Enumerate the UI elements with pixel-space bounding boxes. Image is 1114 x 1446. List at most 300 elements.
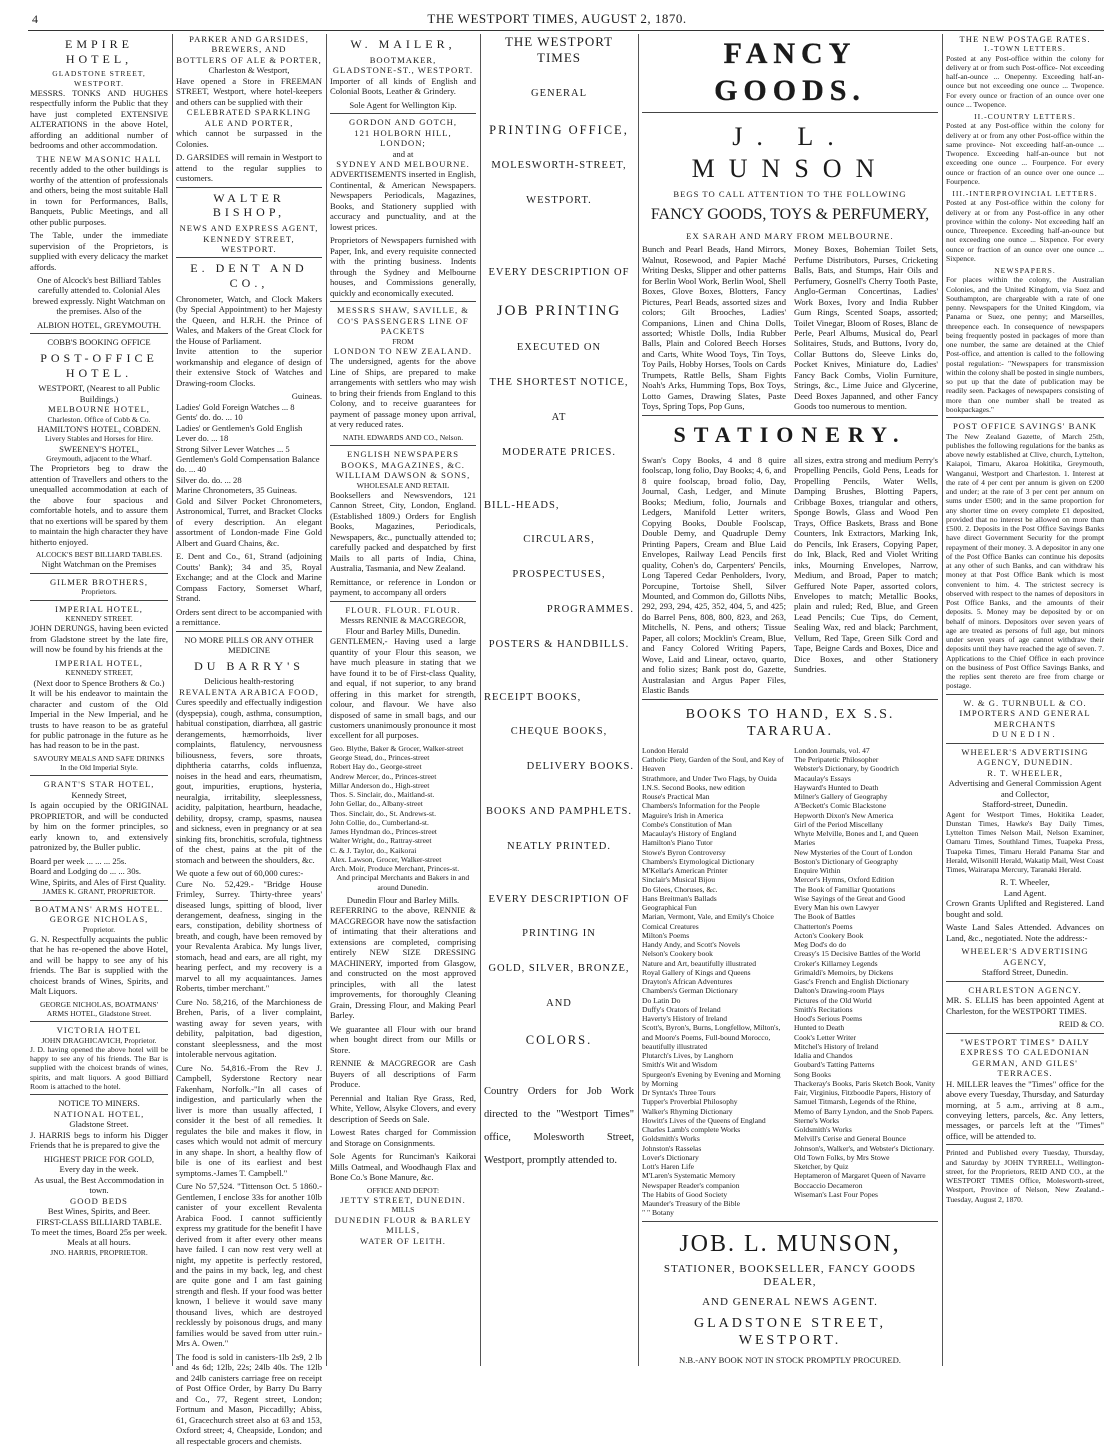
cure-3: Cure No. 54,816.-From the Rev J. Campbell, Syderstone Rectory near Fakenham, Norfolk.-"In all cases of indigestion, and particularly when the liver is more than usually affected, I consider it the best of all remedies. It regulates the bile and makes it flow, in cases which would not admit of mercury in any shape. In short, a healthy flow of bile is one of its earliest and best symptoms.-James T. Campbell." [176,1062,322,1178]
importers: IMPORTERS AND GENERAL [959,708,1091,719]
job-munson-heading: JOB. L. MUNSON, [679,1230,901,1257]
boatmans-arms: BOATMANS' ARMS HOTEL. [34,903,164,914]
dent-body: Chronometer, Watch, and Clock Makers (by Special Appointment) to her Majesty the Queen, and H.R.H. the Prince of Wales, and Makers of the Great Clock for the House of Parliament. [176,293,322,346]
programmes: PROGRAMMES. [546,604,634,616]
moderate-prices: MODERATE PRICES. [501,446,616,458]
national-street: Gladstone Street. [69,1119,129,1130]
sweeney-hotel: SWEENEY'S HOTEL, [59,443,139,454]
dunedin: DUNEDIN. [992,729,1058,740]
book-title: Girl of the Period Miscellany [794,819,883,829]
column-3 [330,34,476,1366]
book-title: Song Books [794,1069,831,1079]
book-title: Heptameron of Margaret Queen of Navarre [794,1171,926,1181]
imperial-body: It will be his endeavor to maintain the character and custom of the Old Imperial in the New Imperial, and he trusts to have reason to be as grateful for public patronage in the future as he has had reason to be in the past. [30,688,168,751]
book-title: Webster's Dictionary, by Goodrich [794,764,899,774]
price-line: Gentlemen's Gold Compensation Balance do. ... 40 [176,454,320,475]
divider [642,415,938,416]
cheque-books: CHEQUE BOOKS, [510,726,608,738]
du-barry-heading: DU BARRY'S [194,658,304,673]
grocer-line: Geo. Blythe, Baker & Grocer, Walker-street [330,743,464,753]
divider [642,1221,938,1222]
mailer-street: GLADSTONE-ST., WESTPORT. [332,65,474,76]
divider [30,600,168,601]
empire-address: GLADSTONE STREET, WESTPORT. [52,69,146,88]
wellington-kip: Sole Agent for Wellington Kip. [349,99,457,110]
book-title: London Herald [642,745,689,755]
book-title: Sketcher, by Quiz [794,1162,849,1172]
gladstone-street: GLADSTONE STREET, WESTPORT. [693,1316,887,1349]
book-title: The Habits of Good Society [642,1189,728,1199]
crown-grants: Crown Grants Uplifted and Registered. Land bought and sold. [946,898,1104,919]
empire-hotel-heading: EMPIRE HOTEL, [64,37,133,66]
book-title: Marian, Vermont, Vale, and Emily's Choice [642,912,774,922]
masonic-hall-heading: THE NEW MASONIC HALL [36,153,162,164]
masonic-body: recently added to the other buildings is worthy of the attention of professionals and others, being the most suitable Hall in town for Performances, Balls, Banquets, Public Meetings, and all other public purposes. [30,164,168,227]
highest-price: HIGHEST PRICE FOR GOLD, [43,1153,155,1164]
guineas-label: Guineas. [291,391,322,402]
book-title: Hamilton's Piano Tutor [642,838,713,848]
walter-bishop-heading: WALTER BISHOP, [212,190,286,220]
book-title: Stowe's Byron Controversy [642,847,726,857]
receipt-books: RECEIPT BOOKS, [484,691,582,703]
books-list-left [642,746,786,1218]
and-label: AND [546,998,572,1009]
at-label: AT [551,412,567,424]
grocer-line: James Hyndman do., Princes-street [330,827,437,837]
book-title: I.N.S. Second Books, new edition [642,782,745,792]
divider [30,1094,168,1095]
column-6 [946,34,1104,1366]
book-title: Nature and Art, beautifully illustrated [642,958,757,968]
postage-rates-heading: THE NEW POSTAGE RATES. [959,34,1091,44]
column-1 [30,34,168,1366]
price-line: Gents' do. do. ... 10 [176,412,243,423]
book-title: Do Latin Do [642,995,681,1005]
stationery-left: Swan's Copy Books, 4 and 8 quire foolscap, long folio, Day Books; 4, 6, and 8 quire foolscap, broad folio, Day, Journal, Cash, Ledger, and Minute Books; Medium, folio, Journals and Ledgers, Manifold Letter writers, Copying Books, Double Foolscap, Double Demy, and Quadruple Demy Printing Papers, Cream and Blue Laid Envelopes, Railway Lead Pencils first quality, Cohen's do, Carpenters' Pencils, Long Tapered Cedar Penholders, Ivory, Porcupine, Tortoise Shell, Silver Mounted, and Common do, Gillotts Nibs, 292, 293, 294, 425, 352, 404, 5, and 425; do Barrel Pens, 808, 800, 823, and 263, Mitchells, N. Pens, and others; Tissue Paper, all colors; Mocklin's Cream, Blue, and Fancy Colored Writing Papers, Wove, Laid and Linear, octavo, quarto, and folio sizes; Bank post do, Gazette, Australasian and Argus Paper Files, Elastic Bands [642,454,786,696]
price-line: Strong Silver Lever Watches ... 5 [176,443,290,454]
book-title: Enquire Within [794,866,841,876]
book-title: Haverty's History of Ireland [642,1014,728,1024]
barry-body: Cures speedily and effectually indigestion (dyspepsia), cough, asthma, consumption, habitual constipation, diarrhœa, all gastric derangements, hæmorrhoids, liver complaints, flatulency, nervousness biliousness, fevers, sore throats, diphtheria catarrhs, colds influenza, noises in the head and ears, rheumatism, gout, impurities, eruptions, hysteria, neuralgia, irritability, sleeplessness, acidity, palpitation, heartburn, headache, debility, dropsy, cramp, spasms, nausea and sickness, even in pregnancy or at sea sinking fits, bronchitis, scrofula, tightness of the chest, pains at the pit of the stomach and between the shoulders, &c. [176,697,322,865]
book-title: Melvill's Cerise and General Bounce [794,1134,906,1144]
wheeler-agency-2: WHEELER'S ADVERTISING AGENCY, [961,946,1089,967]
meet-the-times: To meet the times, Board 25s per week. Meals at all hours. [30,1226,168,1248]
rennie-body: GENTLEMEN,- Having used a large quantity of your Flour this season, we have much pleasure in stating that we have found it to be of First-class Quality, and equal, if not superior, to any brand offering in this market for strength, colour, and flavour. We have also disposed of same in small bags, and our customers unanimously pronounce it most excellent for all purposes. [330,636,476,741]
book-title: Hayward's Hunted to Death [794,782,879,792]
book-title: London Journals, vol. 47 [794,745,870,755]
general-news-agent: AND GENERAL NEWS AGENT. [702,1295,878,1308]
savings-body: The New Zealand Gazette, of March 25th, publishes the following regulations for the banks as above newly established at Clive, church, Lyttelton, Kaiapoi, Timaru, Akaroa Hokitika, Greymouth, Wanganui, Westport and Charleston. 1. Interest at the rate of 4 per cent per annum is given on £200 and under; at the rate of 3 per cent per annum on sums under £500; and in the same proportion for any shorter time on every complete £1 deposited, provided that no interest be allowed on more than £500. 2. Deposits in the Post Office Savings Banks have direct Government Security for the prompt repayment of their money. 3. A depositor in any one of the Post Office Banks can continue his deposits at any other of such Banks, and can withdraw his money at that Post Office Bank which is most convenient to him. 4. The strictest secrecy is observed with respect to the names of depositors in Post Office Banks, and the amounts of their deposits. 5. Money may be deposited by or on behalf of minors. Depositors over seven years of age are treated as persons of full age, but minors under seven years of age cannot withdraw their deposits until they have reached the age of seven. 7. Applications to the Chief Office in each province on the business of Post Office Savings Banks, and the replies sent thereto are free from charge or postage. [946,431,1104,691]
book-title: Creasy's 15 Decisive Battles of the World [794,949,921,959]
wine-spirits: Wine, Spirits, and Ales of First Quality. [30,876,166,887]
gotch-body: ADVERTISEMENTS inserted in English, Continental, & American Newspapers. Newspapers Periodicals, Magazines, Books, and Stationery supplied with accuracy and punctuality, and at the lowest prices. [330,169,476,232]
book-title: Goldsmith's Works [794,1125,852,1135]
page-number: 4 [32,12,38,26]
book-title: Royal Gallery of Kings and Queens [642,967,751,977]
price-line: Marine Chronometers, 35 Guineas. [176,485,298,496]
book-title: Mercer's Hymns, Oxford Edition [794,875,895,885]
stationer-line: STATIONER, BOOKSELLER, FANCY GOODS DEALER, [663,1263,917,1289]
book-title: Do Glees, Choruses, &c. [642,884,718,894]
bottlers: BOTTLERS OF ALE & PORTER, [176,54,322,65]
book-title: Wise Sayings of the Great and Good [794,893,906,903]
book-title: New Mysteries of the Court of London [794,847,913,857]
savoury-meals: SAVOURY MEALS AND SAFE DRINKS In the Old Imperial Style. [33,753,165,773]
every-description-2: EVERY DESCRIPTION OF [488,893,630,905]
grocers-end: And principal Merchants and Bakers in and around Dunedin. [336,873,470,892]
column-divider [942,34,943,1366]
book-title: Howitt's Lives of the Queens of England [642,1115,766,1125]
dawson-remit: Remittance, or reference in London or payment, to accompany all orders [330,576,476,598]
book-title: Dr Syntax's Three Tours [642,1088,716,1098]
dawson-sub: WHOLESALE AND RETAIL [356,480,450,490]
begs-to-call: BEGS TO CALL ATTENTION TO THE FOLLOWING [673,188,907,199]
book-title: Sterne's Works [794,1115,840,1125]
victoria-body: J. D. having opened the above hotel will be happy to see any of his friends. The Bar is supplied with the choicest brands of wines, spirits, and malt liquors. A good Billiard Room is attached to the hotel. [30,1044,168,1091]
book-title: Thackeray's Books, Paris Sketch Book, Vanity Fair, Virginius, Fitzboodle Papers, History of Samuel Titmarsh, Legends of the Rhine, Memo of Barry Lyndon, and the Snob Papers. [794,1078,936,1116]
dent-more: Gold and Silver Pocket Chronometers, Astronomical, Turret, and Bracket Clocks of every description. An elegant assortment of London-made Fine Gold Albert and Guard Chains, &c. [176,495,322,548]
barry-canisters: The food is sold in canisters-1lb 2s9, 2 lb and 4s 6d; 12lb, 22s; 24lb 40s. The 12lb and 24lb canisters carriage free on receipt of Post Office Order, by Barry Du Barry and Co., 77, Regent street, London; Fortnum and Mason, Piccadilly; Abiss, 61, Gracechurch street also at 63 and 153, Oxford street; 4, Cheapside, London; and all respectable grocers and chemists. [176,1351,322,1446]
gilmer-brothers: GILMER BROTHERS, [49,576,149,587]
imprint: Printed and Published every Tuesday, Thursday, and Saturday by JOHN TYRRELL, Wellington-street, for the Proprietors, REID AND CO., at the WESTPORT TIMES Office, Molesworth-street, Westport, Province of Nelson, New Zealand.-Tuesday, August 2, 1870. [946,1148,1104,1204]
waste-land: Waste Land Sales Attended. Advances on Land, &c., negotiated. Note the address:- [946,922,1104,943]
divider [946,417,1104,418]
town-body: Posted at any Post-office within the colony for delivery at or from such Post-office- Not exceeding half-an-ounce ... Onepenny. Exceeding half-an-ounce but not exceeding one ounce ... Twopence. For every ounce or fraction of an ounce over one ounce ... Twopence. [946,53,1104,109]
parker-garsides-heading: PARKER AND GARSIDES, [189,34,309,44]
board-and-lodging: Board and Lodging do ... ... 30s. [30,866,141,877]
printing-office: PRINTING OFFICE, [489,122,629,137]
book-title: " " Botany [642,1208,674,1218]
book-title: Strathmore, and Under Two Flags, by Ouida [642,773,777,783]
table-body: The Table, under the immediate supervision of the Proprietors, is supplied with every delicacy the market affords. [30,230,168,272]
night-watchman: Night Watchman on the Premises [41,559,157,570]
mailer-body: Importer of all kinds of English and Colonial Boots, Leather & Grindery. [330,75,476,97]
book-title: Duffy's Orators of Ireland [642,1004,721,1014]
dawson-body: Booksellers and Newsvendors, 121 Cannon Street, City, London, England. (Established 1809.) Orders for English Books, Magazines, Periodicals, Newspapers, &c., punctually attended to; carefully packed and despatched by first Mails to all parts of India, China, Australia, Tasmania, and New Zealand. [330,489,476,574]
divider [176,631,322,632]
country-letters: II.-COUNTRY LETTERS. [974,112,1076,122]
books-pamphlets: BOOKS AND PAMPHLETS. [486,806,632,818]
charleston-westport: Charleston & Westport, [208,65,290,76]
fancy-goods-list [642,244,938,412]
colors: COLORS. [525,1032,593,1047]
book-title: Chambers's German Dictionary [642,986,738,996]
book-title: Macaulay's History of England [642,829,737,839]
gotch-address: 121 HOLBORN HILL, LONDON; [354,127,452,149]
divider [330,113,476,114]
rennie-heading: Messrs RENNIE & MACGREGOR, [339,615,467,626]
gold-silver-bronze: GOLD, SILVER, BRONZE, [488,963,630,975]
melbourne-sub: Charleston. Office of Cobb & Co. [47,414,151,424]
book-title: A'Beckett's Comic Blackstone [794,801,887,811]
interprovincial-letters: III.-INTERPROVINCIAL LETTERS. [952,189,1098,199]
book-title: Old Town Folks, by Mrs Stowe [794,1152,890,1162]
rt-wheeler-2: R. T. Wheeler, [1000,877,1050,888]
savings-bank-heading: POST OFFICE SAVINGS' BANK [953,421,1097,432]
grocer-line: Arch. Moir, Produce Merchant, Princes-st. [330,864,460,874]
empire-body: MESSRS. TONKS AND HUGHES respectfully inform the Public that they have just completed EXTENSIVE ALTERATIONS in the above Hotel, affording an additional number of bedrooms and other accommodation. [30,87,168,151]
book-title: Drayton's African Adventures [642,977,733,987]
book-title: Newspaper Reader's companion [642,1180,740,1190]
land-agent: Land Agent. [1003,887,1047,898]
book-title: M'Kellar's American Printer [642,866,728,876]
grocer-line: John Gellar, do., Albany-street [330,799,423,809]
masthead [0,8,1114,30]
water-of-leith: WATER OF LEITH. [360,1235,446,1246]
grocer-line: Thos. S. Sinclair, do., Maitland-st. [330,790,435,800]
grant-signature: JAMES K. GRANT, PROPRIETOR. [42,887,156,897]
hamilton-sub: Livery Stables and Horses for Hire. [45,434,153,444]
fancy-goods-toys: FANCY GOODS, TOYS & PERFUMERY, [650,206,930,224]
book-title: Maguire's Irish in America [642,810,724,820]
revalenta: REVALENTA ARABICA FOOD, [179,686,319,697]
book-title: Tupper's Proverbial Philosophy [642,1097,738,1107]
alcock-text: One of Alcock's best Billiard Tables carefully attended to. Colonial Ales brewed expressly. Night Watchman on the premises. Also of the [32,274,166,317]
mailer-heading: W. MAILER, [350,37,456,51]
book-title: Johnston's Rasselas [642,1143,702,1153]
dent-address: E. Dent and Co., 61, Strand (adjoining Coutts' Bank); 34 and 35, Royal Exchange; and at the Clock and Marine Compass Factory, Somerset Wharf, Strand. [176,551,322,604]
shaw-body: The undersigned, agents for the above Line of Ships, are prepared to make arrangements with settlers who may wish to bring their friends from England to this Colony, and to receive guarantees for payment of passage money upon arrival, at very reduced rates. [330,356,476,430]
brewers: BREWERS, AND [211,44,287,55]
stafford-street-2: Stafford Street, Dunedin. [981,967,1069,978]
gordon-gotch-heading: GORDON AND GOTCH, [349,117,457,128]
book-title: Sinclair's Musical Bijou [642,875,716,885]
divider [30,775,168,776]
grants-body: Is again occupied by the ORIGINAL PROPRIETOR, and will be conducted by him on the former principles, so early known to, and extensively patronized by, the Buller public. [30,800,168,853]
every-day: Every day in the week. [59,1164,139,1175]
shaw-signature: NATH. EDWARDS AND CO., Nelson. [342,432,464,442]
lowest-rates: Lowest Rates charged for Commission and Storage on Consignments. [330,1127,476,1148]
book-title: Boccaccio Decameron [794,1180,863,1190]
flour-heading: FLOUR. FLOUR. FLOUR. [345,604,461,615]
news-express-agent: NEWS AND EXPRESS AGENT, [179,223,319,234]
column-divider [638,34,639,1366]
reid-co: REID & CO. [1058,1019,1104,1030]
newspapers-body: For places within the colony, the Australian Colonies, and the United Kingdom, via Suez and Southampton, are chargeable with a rate of one penny. Newspapers for the United Kingdom, via Panama or Suez, one penny; and Marseilles, threepence each. In consequence of newspapers being frequently posted in packages of more than one number, the same are detained at the Chief Post-office, and attention is called to the following postal regulation:- "Newspapers for transmission within the colony shall be posted in single numbers, so put up that the date of publication may be readily seen. Packages of newspapers consisting of more than one number shall be treated as bookpackages." [946,275,1104,414]
imperial-hotel-2: IMPERIAL HOTEL, [55,657,143,668]
imperial-street: KENNEDY STREET. [65,614,133,624]
books-list [642,746,938,1218]
jetty-street: JETTY STREET, DUNEDIN. [340,1194,466,1205]
circulars: CIRCULARS, [523,534,595,546]
book-title: Goldsmith's Works [642,1134,700,1144]
wheeler-agent: Advertising and General Commission Agent and Collector, [948,778,1102,799]
book-title: Meg Dod's do do [794,940,847,950]
alcock-tables: ALCOCK'S BEST BILLIARD TABLES. [35,550,163,560]
book-title: Gasc's French and English Dictionary [794,977,909,987]
book-title: Whyte Melville, Bones and I, and Queen Maries [794,829,919,848]
book-title: Grimaldi's Memoirs, by Dickens [794,967,894,977]
derungs-body: JOHN DERUNGS, having been evicted from Gladstone street by the late fire, will now be found by his friends at the [30,623,168,655]
book-title: Milton's Poems [642,930,690,940]
price-line: Silver do. do. ... 28 [176,474,242,485]
wheeler-body: Agent for Westport Times, Hokitika Leader, Dunstan Times, Hawke's Bay Daily Times, Lyttelton Times Nelson Mail, Nelson Examiner, Oamaru Times, Southland Times, Tuapeka Press, Tuapeka Times, Timaru Herald Panama Star and Herald, Wilsonill Herald, Wakatip Mail, West Coast Times, Wairarapa Mercury, Taranaki Herald. [946,809,1104,875]
parker-body-2: which cannot be surpassed in the Colonies. [176,128,322,149]
cash-buyers: RENNIE & MACGREGOR are Cash Buyers of all descriptions of Farm Produce. [330,1058,476,1090]
grocer-line: C. & J. Taylor, do., Kaikorai [330,845,417,855]
newspaper-title: THE WESTPORT TIMES, AUGUST 2, 1870. [427,11,687,26]
book-title: The Peripatetic Philosopher [794,755,879,765]
perennial: Perennial and Italian Rye Grass, Red, White, Yellow, Alsyke Clovers, and every description of Seeds on Sale. [330,1092,476,1124]
divider [642,699,938,700]
albion-hotel: ALBION HOTEL, GREYMOUTH. [36,319,162,330]
divider [330,601,476,602]
prospectuses: PROSPECTUSES, [512,569,606,581]
nb-note: N.B.-ANY BOOK NOT IN STOCK PROMPTLY PROCURED. [679,1355,901,1366]
westport-times-heading: THE WESTPORT TIMES [504,34,614,65]
gotch-and: and at [392,148,414,159]
book-title: Macaulay's Essays [794,773,851,783]
book-title: Smith's Recitations [794,1004,853,1014]
printing-in: PRINTING IN [522,928,596,940]
imperial-hotel-heading: IMPERIAL HOTEL, [55,603,143,614]
mills-label: MILLS [391,1205,415,1215]
best-accommodation: As usual, the Best Accommodation in town. [34,1174,164,1196]
column-divider [326,34,327,1366]
book-title: Hunted to Death [794,1023,845,1033]
rt-wheeler: R. T. WHEELER, [987,767,1063,778]
country-body: Posted at any Post-office within the colony for delivery at or from any other Post-office within the same province- Not exceeding half-an-ounce ... Twopence. Exceeding half-an-ounce but not exceeding one ounce ... Fourpence. For every ounce or fraction of an ounce over one ounce ... Fourpence. [946,121,1104,186]
bishop-town: WESTPORT. [221,244,277,254]
grocer-line: Robert Hay do., George-street [330,762,422,772]
shaw-route: LONDON TO NEW ZEALAND. [333,345,472,356]
post-office-hotel-heading: POST-OFFICE HOTEL. [40,350,158,380]
harris-signature: JNO. HARRIS, PROPRIETOR. [50,1247,148,1257]
referring-body: REFERRING to the above, RENNIE & MACGREGOR have now the satisfaction of intimating that their alterations and extensions are completed, comprising entirely NEW SIZE DRESSING MACHINERY, imported from Glasgow, and constructed on the most approved principles, with all the latest improvements, for thoroughly Cleaning Grain, Dressing Flour, and Making Pearl Barley. [330,905,476,1021]
book-title: Hood's Serious Poems [794,1014,863,1024]
divider [176,257,322,258]
jl-munson-heading: J. L. MUNSON [691,122,889,183]
books-list-right [794,746,938,1218]
book-title: Plutarch's Lives, by Langhorn [642,1051,734,1061]
book-title: The Book of Familiar Quotations [794,884,896,894]
book-title: Johnson's, Walker's, and Webster's Dictionary. [794,1143,935,1153]
sweeney-sub: Greymouth, adjacent to the Wharf. [46,454,152,464]
book-title: Spurgeon's Evening by Evening and Morning by Morning [642,1069,781,1088]
book-title: Lott's Haren Life [642,1162,694,1172]
best-wines: Best Wines, Spirits, and Beer. [47,1206,151,1217]
turnbull-heading: W. & G. TURNBULL & CO. [963,697,1087,708]
merchants: MERCHANTS [993,718,1056,729]
barry-sub: Delicious health-restoring [204,676,294,687]
book-title: Every Man his own Lawyer [794,903,879,913]
westport-label: WESTPORT. [526,194,592,206]
sole-agents: Sole Agents for Runciman's Kaikorai Mills Oatmeal, and Woodhaugh Flax and Bone Co.'s Bone Manure, &c. [330,1151,476,1183]
price-line: Ladies' Gold Foreign Watches ... 8 [176,401,295,412]
book-title: Chatterton's Poems [794,921,853,931]
bishop-street: KENNEDY STREET, [203,233,295,244]
shortest-notice: THE SHORTEST NOTICE, [489,377,629,389]
divider [642,112,938,113]
executed-on: EXECUTED ON [516,342,602,354]
book-title: Mitchel's History of Ireland [794,1041,879,1051]
melbourne-hotel: MELBOURNE HOTEL, [48,404,150,415]
book-title: Geographical Fun [642,903,697,913]
book-title: Croker's Killarney Legends [794,958,878,968]
price-line: Ladies' or Gentlemen's Gold English Lever do. ... 18 [176,422,303,444]
divider [30,1021,168,1022]
molesworth-street: MOLESWORTH-STREET, [491,159,627,171]
grocer-line: George Stead, do., Princes-street [330,753,430,763]
book-title: M'Laren's Systematic Memory [642,1171,736,1181]
cure-2: Cure No. 58,216, of the Marchioness de Brehen, Paris, of a liver complaint, wasting away for seven years, with debility, palpitation, bad digestion, constant sleeplessness, and the most intolerable nervous agitation. [176,996,322,1060]
imperial-street-2: KENNEDY STREET, [65,668,133,678]
book-title: Hepworth Dixon's New America [794,810,894,820]
newspapers-heading: NEWSPAPERS. [994,266,1056,276]
wheeler-agency: AGENCY, DUNEDIN. [976,757,1074,768]
country-orders: Country Orders for Job Work directed to the "Westport Times" office, Molesworth Street, Westport, promptly attended to. [484,1086,634,1167]
dawson-heading: WILLIAM DAWSON & SONS, [335,470,471,481]
ex-sarah-mary: EX SARAH AND MARY FROM MELBOURNE. [686,230,894,241]
book-title: Combe's Constitution of Man [642,819,732,829]
wheeler-heading: WHEELER'S ADVERTISING [961,746,1089,757]
book-title: Rouse's Practical Man [642,792,710,802]
column-4 [484,34,634,1366]
celebrated-ale: CELEBRATED SPARKLING ALE AND PORTER, [186,107,312,128]
stationery-heading: STATIONERY. [673,421,907,447]
book-title: Chambers's Etymological Dictionary [642,856,755,866]
hamilton-hotel: HAMILTON'S HOTEL, COBDEN. [37,423,161,434]
grants-hotel-heading: GRANT'S STAR HOTEL, [43,779,155,790]
nicholas-sub: Proprietor. [82,924,116,934]
next-door: (Next door to Spence Brothers & Co.) [33,677,165,688]
grocer-line: Walter Wright, do., Rattray-street [330,836,432,846]
dent-orders: Orders sent direct to be accompanied with a remittance. [176,606,322,628]
stationery-list [642,455,938,696]
book-title: Goubard's Tatting Patterns [794,1060,875,1070]
fancy-list-right: Money Boxes, Bohemian Toilet Sets, Perfume Distributors, Purses, Cricketing Balls, Bats, and Stumps, Hair Oils and Perfumery, Gosnell's Cherry Tooth Paste, Anglo-German Concertinas, Ladies' Work Boxes, Ivory and India Rubber Gum Rings, Scented Soaps, assorted; Toilet Vinegar, Bloom of Roses, Blanc de Perle, Pearl Albums, Musical do, Pearl Solitaires, Studs, and Buttons, Ivory do, Collar Buttons do, Sleeve Links do, Pocket Knives, Miniature do, Ladies' Fancy Back Combs, Violin Furniture, Strings, &c., Lime Juice and Glycerine, Deed Boxes Japanned, and other Fancy Goods too numerous to mention. [794,244,938,412]
town-letters: I.-TOWN LETTERS. [984,44,1066,54]
proprietors-body: The Proprietors beg to draw the attention of Travellers and others to the unequalled accommodation at each of the above four spacious and comfortable hotels, and to assure them that no exertions will be spared by them to maintain the high character they have hitherto enjoyed. [30,463,168,547]
cure-4: Cure No 57,524. "Tittenson Oct. 5 1860.-Gentlemen, I enclose 33s for another 10lb canister of your excellent Revalenta Arabica Food. I cannot sufficiently express my gratitude for the benefit I have derived from it after every other means have failed. I can now rest very well at night, my appetite is perfectly restored, and the pains in my back, leg, and chest are quite gone and I am fast gaining strength and flesh. If your food was better known, I believe it would save many thousand lives, which are destroyed recklessly by poisonous drugs, and many families would be saved from utter ruin.- Mrs A. Owen." [176,1181,322,1349]
shaw-from: FROM [392,336,414,346]
book-title: Hans Breitman's Ballads [642,893,717,903]
grants-street: Kennedy Street, [71,789,127,800]
book-title: Scott's, Byron's, Burns, Longfellow, Milton's, and Moore's Poems, Full-bound Morocco, beautifully illustrated [642,1023,781,1051]
no-more-pills: NO MORE PILLS OR ANY OTHER MEDICINE [184,634,314,656]
ellis-notice: MR. S. ELLIS has been appointed Agent at Charleston, for the WESTPORT TIMES. [946,995,1104,1016]
book-title: Cook's Letter Writer [794,1032,857,1042]
grocer-line: Andrew Mercer, do., Princes-street [330,771,437,781]
victoria-hotel-heading: VICTORIA HOTEL [56,1025,142,1036]
bootmaker: BOOTMAKER, [369,54,437,65]
grocer-line: Thos. Sinclair, do., St. Andrews-st. [330,808,437,818]
divider [30,333,168,334]
gilmer-sub: Proprietors. [81,587,117,597]
posters-handbills: POSTERS & HANDBILLS. [488,638,630,650]
book-title: Boston's Dictionary of Geography [794,856,899,866]
dent-invite: Invite attention to the superior workmanship and elegance of design of their extensive Stock of Watches and Drawing-room Clocks. [176,346,322,388]
notice-to-miners: NOTICE TO MINERS. [58,1098,140,1109]
garsides-note: D. GARSIDES will remain in Westport to attend to the regular supplies to customers. [176,152,322,184]
dunedin-mills: Dunedin Flour and Barley Mills. [346,894,460,905]
guarantee: We guarantee all Flour with our brand when bought direct from our Mills or Store. [330,1023,476,1055]
book-title: Handy Andy, and Scott's Novels [642,940,741,950]
books-to-hand-heading: BOOKS TO HAND, EX S.S. TARARUA. [685,706,895,739]
grocer-line: John Collie, do., Cumberland-st. [330,817,429,827]
charleston-agency: CHARLESTON AGENCY. [968,984,1082,995]
divider [946,743,1104,744]
nicholas-body: G. N. Respectfully acquaints the public that he has re-opened the above Hotel, and will be happy to see any of his friends. The Bar is supplied with the choicest brands of Wines, Spirits, and Malt Liquors. [30,933,168,997]
book-title: Idalia and Chandos [794,1051,853,1061]
inter-body: Posted at any Post-office within the colony for delivery at or from any Post-office in any other province within the colony- Not exceeding half an ounce, Threepence. Exceeding half-an-ounce but not exceeding one ounce ... Sixpence. For every ounce or fraction of an ounce over one ounce ... Sixpence. [946,198,1104,263]
harris-body: J. HARRIS begs to inform his Digger Friends that he is prepared to give the [30,1129,168,1151]
book-title: Dalton's Drawing-room Plays [794,986,885,996]
post-office-address: WESTPORT, (Nearest to all Public Buildings.) [38,383,160,404]
rennie-sub: Flour and Barley Mills, Dunedin. [345,625,461,636]
grocer-line: Alex. Lawson, Grocer, Walker-street [330,854,442,864]
cure-1: Cure No. 52,429.- "Bridge House Frimley, Surrey. Thirty-three years' diseased lungs, spitting of blood, liver derangement, deafness, singing in the ears, constipation, debility shortness of breath, and cough, have been removed by your Revalenta Arabica. My lungs liver, stomach, head and ears, are all right, my hearing perfect, and my recovery is a marvel to all my acquaintances. James Roberts, timber merchant." [176,878,322,994]
